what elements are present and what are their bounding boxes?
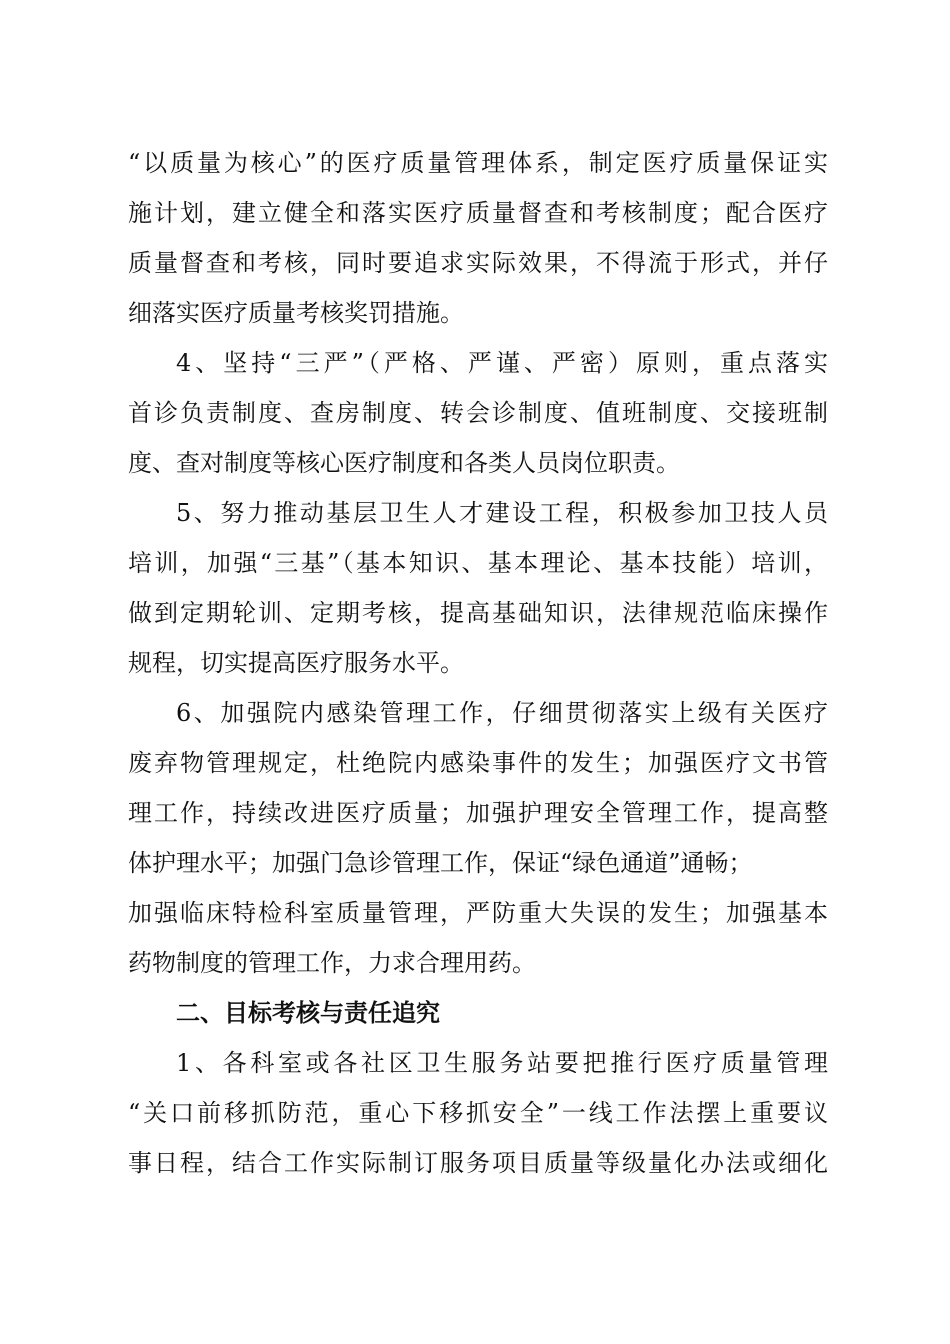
paragraph-line: 体护理水平；加强门急诊管理工作，保证“绿色通道”通畅； bbox=[128, 849, 753, 877]
paragraph-line: 药物制度的管理工作，力求合理用药。 bbox=[128, 949, 536, 977]
paragraph-line: “关口前移抓防范，重心下移抓安全”一线工作法摆上重要议 bbox=[128, 1099, 828, 1127]
section-heading: 二、目标考核与责任追究 bbox=[176, 999, 440, 1027]
paragraph-line: 事日程，结合工作实际制订服务项目质量等级量化办法或细化 bbox=[128, 1149, 828, 1177]
paragraph-line: 加强临床特检科室质量管理，严防重大失误的发生；加强基本 bbox=[128, 899, 828, 927]
paragraph-line: 废弃物管理规定，杜绝院内感染事件的发生；加强医疗文书管 bbox=[128, 749, 828, 777]
paragraph-line: 首诊负责制度、查房制度、转会诊制度、值班制度、交接班制 bbox=[128, 399, 828, 427]
paragraph-line: 细落实医疗质量考核奖罚措施。 bbox=[128, 299, 464, 327]
paragraph-line: 做到定期轮训、定期考核，提高基础知识，法律规范临床操作 bbox=[128, 599, 828, 627]
paragraph-line: 4、坚持“三严”（严格、严谨、严密）原则，重点落实 bbox=[176, 349, 828, 377]
paragraph-line: 规程，切实提高医疗服务水平。 bbox=[128, 649, 464, 677]
paragraph-line: 理工作，持续改进医疗质量；加强护理安全管理工作，提高整 bbox=[128, 799, 828, 827]
paragraph-line: 施计划，建立健全和落实医疗质量督查和考核制度；配合医疗 bbox=[128, 199, 828, 227]
paragraph-line: 5、努力推动基层卫生人才建设工程，积极参加卫技人员 bbox=[176, 499, 828, 527]
paragraph-line: 质量督查和考核，同时要追求实际效果，不得流于形式，并仔 bbox=[128, 249, 828, 277]
paragraph-line: 培训，加强“三基”（基本知识、基本理论、基本技能）培训， bbox=[128, 549, 828, 577]
paragraph-line: 1、各科室或各社区卫生服务站要把推行医疗质量管理 bbox=[176, 1049, 828, 1077]
paragraph-line: 6、加强院内感染管理工作，仔细贯彻落实上级有关医疗 bbox=[176, 699, 828, 727]
paragraph-line: 度、查对制度等核心医疗制度和各类人员岗位职责。 bbox=[128, 449, 680, 477]
paragraph-line: “以质量为核心”的医疗质量管理体系，制定医疗质量保证实 bbox=[128, 149, 828, 177]
